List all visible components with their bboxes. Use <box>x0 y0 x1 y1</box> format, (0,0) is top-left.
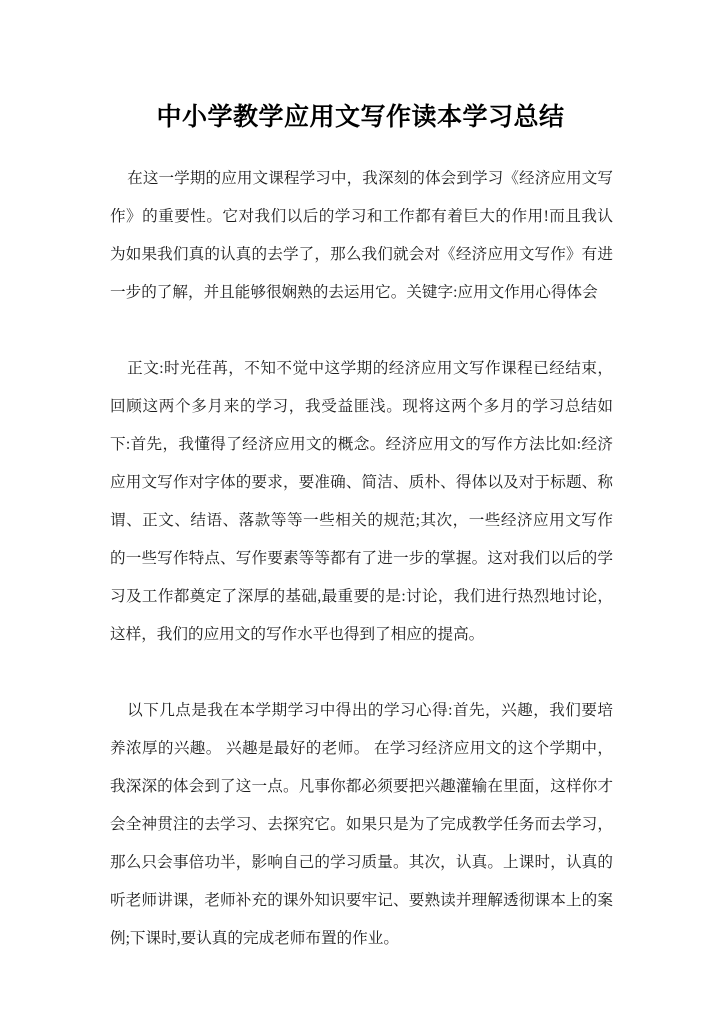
paragraph: 在这一学期的应用文课程学习中，我深刻的体会到学习《经济应用文写作》的重要性。它对我们以后的学习和工作都有着巨大的作用!而且我认为如果我们真的认真的去学了，那么我们就会对《经济应用文写作》有进一步的了解，并且能够很娴熟的去运用它。关键字:应用文作用心得体会 <box>110 170 613 301</box>
page-title: 中小学教学应用文写作读本学习总结 <box>156 103 565 131</box>
paragraph: 正文:时光荏苒，不知不觉中这学期的经济应用文写作课程已经结束，回顾这两个多月来的学习，我受益匪浅。现将这两个多月的学习总结如下:首先，我懂得了经济应用文的概念。经济应用文的写作方法比如:经济应用文写作对字体的要求，要准确、简洁、质朴、得体以及对于标题、称谓、正文、结语、落款等等一些相关的规范;其次，一些经济应用文写作的一些写作特点、写作要素等等都有了进一步的掌握。这对我们以后的学习及工作都奠定了深厚的基础,最重要的是:讨论，我们进行热烈地讨论，这样，我们的应用文的写作水平也得到了相应的提高。 <box>110 360 613 643</box>
paragraph: 以下几点是我在本学期学习中得出的学习心得:首先，兴趣，我们要培养浓厚的兴趣。 兴趣是最好的老师。 在学习经济应用文的这个学期中，我深深的体会到了这一点。凡事你都必须要把兴趣灌输在里面，这样你才会全神贯注的去学习、去探究它。如果只是为了完成教学任务而去学习，那么只会事倍功半，影响自己的学习质量。其次，认真。上课时，认真的听老师讲课，老师补充的课外知识要牢记、要熟读并理解透彻课本上的案例;下课时,要认真的完成老师布置的作业。 <box>110 702 613 947</box>
document-body <box>110 160 613 958</box>
